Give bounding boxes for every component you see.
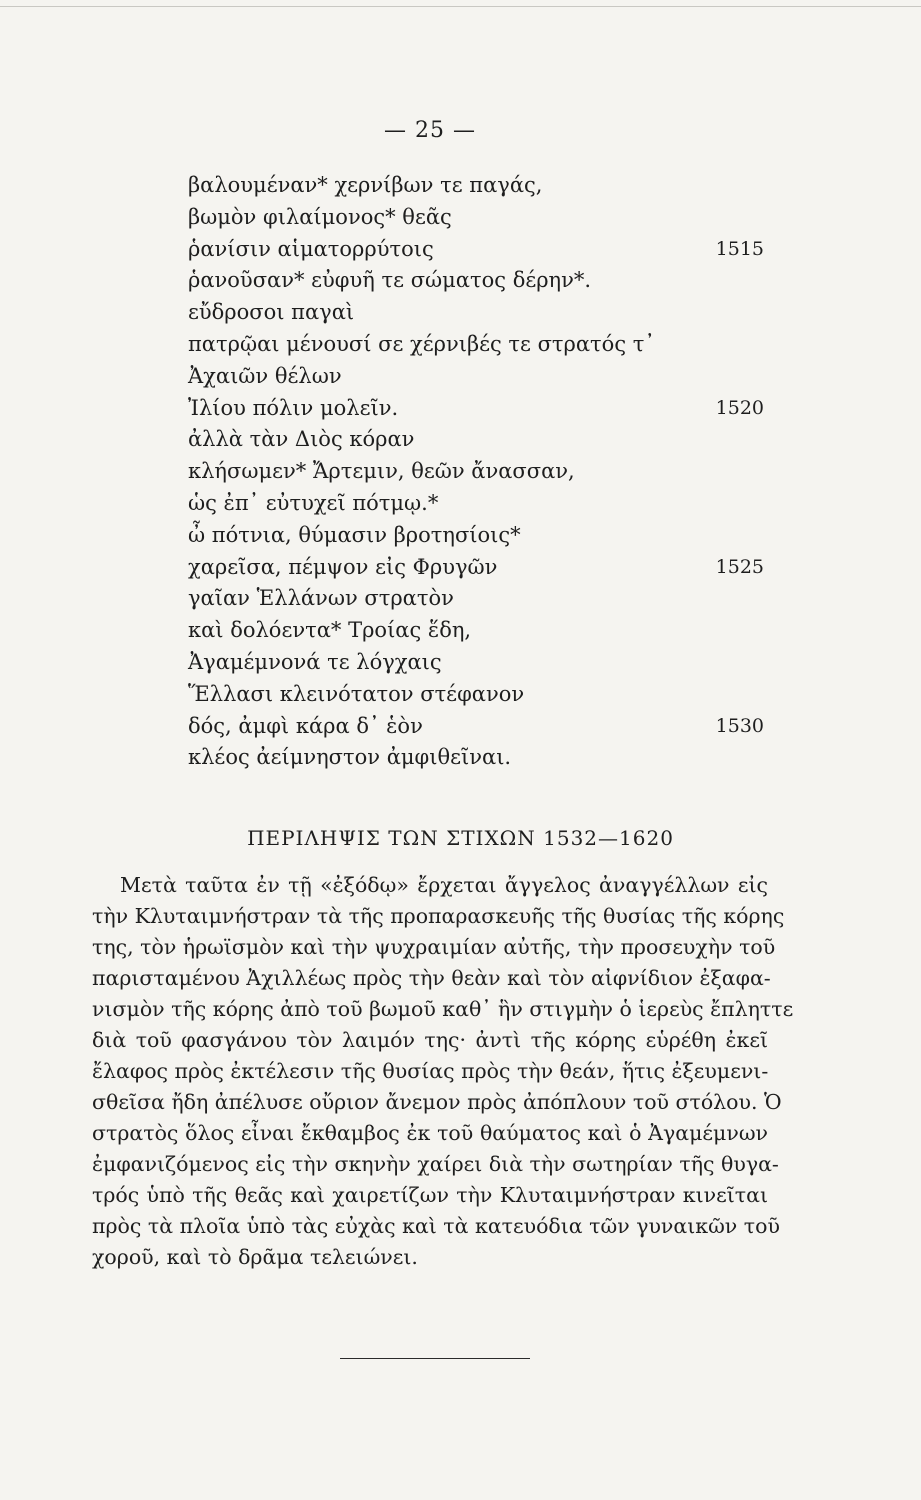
line-number: 1530 (715, 714, 764, 737)
prose-line: Μετὰ ταῦτα ἐν τῇ «ἐξόδῳ» ἔρχεται ἄγγελος ἀναγγέλλων εἰς (120, 873, 768, 897)
verse-text: χαρεῖσα, πέμψον εἰς Φρυγῶν (188, 554, 498, 579)
verse-line (188, 424, 778, 456)
section-heading: ΠΕΡΙΛΗΨΙΣ ΤΩΝ ΣΤΙΧΩΝ 1532—1620 (247, 826, 674, 850)
verse-line (188, 202, 778, 234)
prose-line: σθεῖσα ἤδη ἀπέλυσε οὔριον ἄνεμον πρὸς ἀπόπλουν τοῦ στόλου. Ὁ (92, 1090, 782, 1114)
top-edge-rule (0, 6, 921, 7)
verse-line (188, 647, 778, 679)
verse-text: Ἰλίου πόλιν μολεῖν. (188, 395, 399, 420)
verse-line (188, 552, 778, 584)
verse-line (188, 742, 778, 774)
verse-block (188, 170, 778, 774)
verse-text: βαλουμέναν* χερνίβων τε παγάς, (188, 173, 543, 197)
verse-line (188, 170, 778, 202)
verse-text: βωμὸν φιλαίμονος* θεᾶς (188, 204, 452, 229)
verse-text: ῥανίσιν αἱματορρύτοις (188, 236, 434, 261)
verse-text: πατρῷαι μένουσί σε χέρνιβές τε στρατός τ᾽ (188, 331, 655, 356)
verse-line (188, 679, 778, 711)
verse-text: ὡς ἐπ᾽ εὐτυχεῖ πότμῳ.* (188, 490, 439, 515)
prose-line: ἔλαφος πρὸς ἐκτέλεσιν τῆς θυσίας πρὸς τὴν θεάν, ἥτις ἐξευμενι- (92, 1059, 769, 1083)
verse-text: κλήσωμεν* Ἄρτεμιν, θεῶν ἄνασσαν, (188, 459, 575, 484)
verse-text: Ἀγαμέμνονά τε λόγχαις (188, 649, 442, 674)
summary-paragraph (92, 870, 794, 1273)
line-number: 1520 (715, 396, 764, 419)
verse-text: κλέος ἀείμνηστον ἀμφιθεῖναι. (188, 745, 512, 770)
line-number: 1525 (715, 555, 764, 578)
prose-line: παρισταμένου Ἀχιλλέως πρὸς τὴν θεὰν καὶ τὸν αἰφνίδιον ἐξαφα- (92, 966, 771, 990)
verse-line (188, 329, 778, 361)
prose-line: τὴν Κλυταιμνήστραν τὰ τῆς προπαρασκευῆς τῆς θυσίας τῆς κόρης (92, 904, 785, 928)
verse-line (188, 456, 778, 488)
verse-line (188, 234, 778, 266)
prose-line: χοροῦ, καὶ τὸ δρᾶμα τελειώνει. (92, 1245, 418, 1269)
line-number: 1515 (715, 237, 764, 260)
prose-line: στρατὸς ὅλος εἶναι ἔκθαμβος ἐκ τοῦ θαύματος καὶ ὁ Ἀγαμέμνων (92, 1121, 768, 1145)
verse-line (188, 393, 778, 425)
verse-line (188, 265, 778, 297)
verse-line (188, 297, 778, 329)
verse-line (188, 488, 778, 520)
section-end-rule (340, 1358, 530, 1359)
verse-line (188, 520, 778, 552)
prose-line: ἐμφανιζόμενος εἰς τὴν σκηνὴν χαίρει διὰ τὴν σωτηρίαν τῆς θυγα- (92, 1152, 779, 1176)
verse-text: ῥανοῦσαν* εὐφυῆ τε σώματος δέρην*. (188, 268, 592, 293)
verse-line (188, 361, 778, 393)
prose-line: νισμὸν τῆς κόρης ἀπὸ τοῦ βωμοῦ καθ᾽ ἣν στιγμὴν ὁ ἱερεὺς ἔπληττε (92, 997, 794, 1021)
prose-line: διὰ τοῦ φασγάνου τὸν λαιμόν της· ἀντὶ τῆς κόρης εὑρέθη ἐκεῖ (92, 1028, 768, 1052)
verse-text: Ἀχαιῶν θέλων (188, 363, 342, 388)
page-number: — 25 — (384, 118, 476, 143)
verse-line (188, 615, 778, 647)
prose-line: πρὸς τὰ πλοῖα ὑπὸ τὰς εὐχὰς καὶ τὰ κατευόδια τῶν γυναικῶν τοῦ (92, 1214, 780, 1238)
verse-text: εὔδροσοι παγαὶ (188, 300, 355, 325)
verse-text: καὶ δολόεντα* Τροίας ἕδη, (188, 618, 472, 643)
verse-text: δός, ἀμφὶ κάρα δ᾽ ἑὸν (188, 713, 423, 738)
verse-text: ὦ πότνια, θύμασιν βροτησίοις* (188, 522, 521, 547)
prose-line: τρός ὑπὸ τῆς θεᾶς καὶ χαιρετίζων τὴν Κλυταιμνήστραν κινεῖται (92, 1183, 768, 1207)
verse-line (188, 583, 778, 615)
verse-text: ἀλλὰ τὰν Διὸς κόραν (188, 427, 415, 452)
prose-line: της, τὸν ἡρωϊσμὸν καὶ τὴν ψυχραιμίαν αὐτῆς, τὴν προσευχὴν τοῦ (92, 935, 776, 959)
verse-text: Ἕλλασι κλεινότατον στέφανον (188, 681, 525, 706)
verse-line (188, 711, 778, 743)
verse-text: γαῖαν Ἑλλάνων στρατὸν (188, 586, 454, 611)
